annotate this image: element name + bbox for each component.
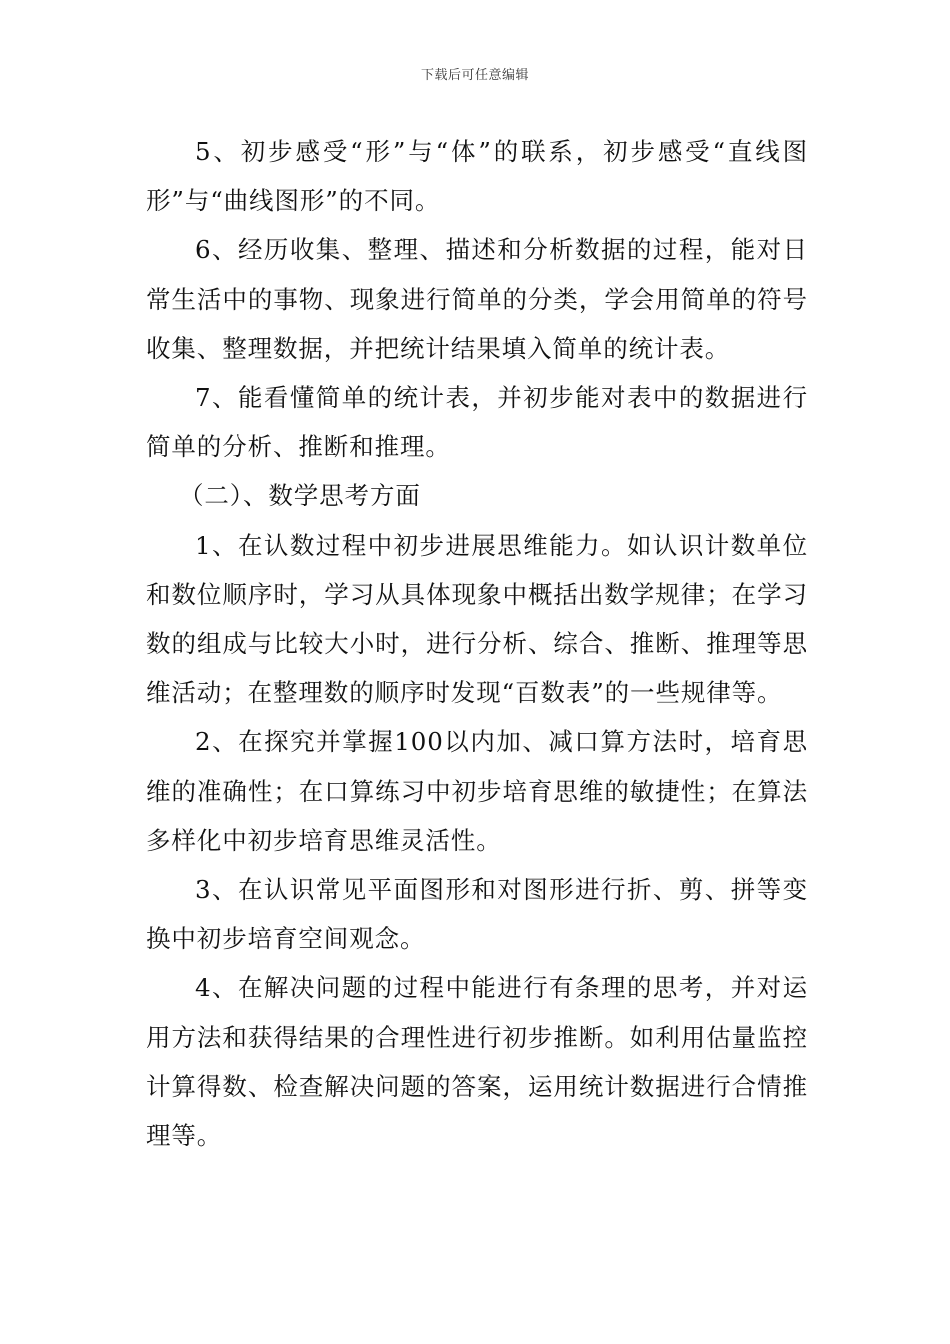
paragraph-item-7: 7、能看懂简单的统计表，并初步能对表中的数据进行简单的分析、推断和推理。 [146, 383, 808, 462]
page-header: 下载后可任意编辑 [420, 68, 529, 83]
document-body [146, 127, 808, 1160]
paragraph-thinking-4: 4、在解决问题的过程中能进行有条理的思考，并对运用方法和获得结果的合理性进行初步推断。如利用估量监控计算得数、检查解决问题的答案，运用统计数据进行合情推理等。 [146, 973, 808, 1151]
paragraph-item-6: 6、经历收集、整理、描述和分析数据的过程，能对日常生活中的事物、现象进行简单的分类，学会用简单的符号收集、整理数据，并把统计结果填入简单的统计表。 [146, 235, 808, 363]
paragraph-thinking-2: 2、在探究并掌握100以内加、减口算方法时，培育思维的准确性；在口算练习中初步培育思维的敏捷性；在算法多样化中初步培育思维灵活性。 [146, 727, 808, 855]
section-heading-math-thinking: （二）、数学思考方面 [179, 481, 421, 511]
paragraph-thinking-3: 3、在认识常见平面图形和对图形进行折、剪、拼等变换中初步培育空间观念。 [146, 875, 808, 954]
paragraph-thinking-1: 1、在认数过程中初步进展思维能力。如认识计数单位和数位顺序时，学习从具体现象中概括出数学规律；在学习数的组成与比较大小时，进行分析、综合、推断、推理等思维活动；在整理数的顺序时发现“百数表”的一些规律等。 [146, 530, 808, 708]
paragraph-item-5: 5、初步感受“形”与“体”的联系，初步感受“直线图形”与“曲线图形”的不同。 [146, 137, 808, 216]
